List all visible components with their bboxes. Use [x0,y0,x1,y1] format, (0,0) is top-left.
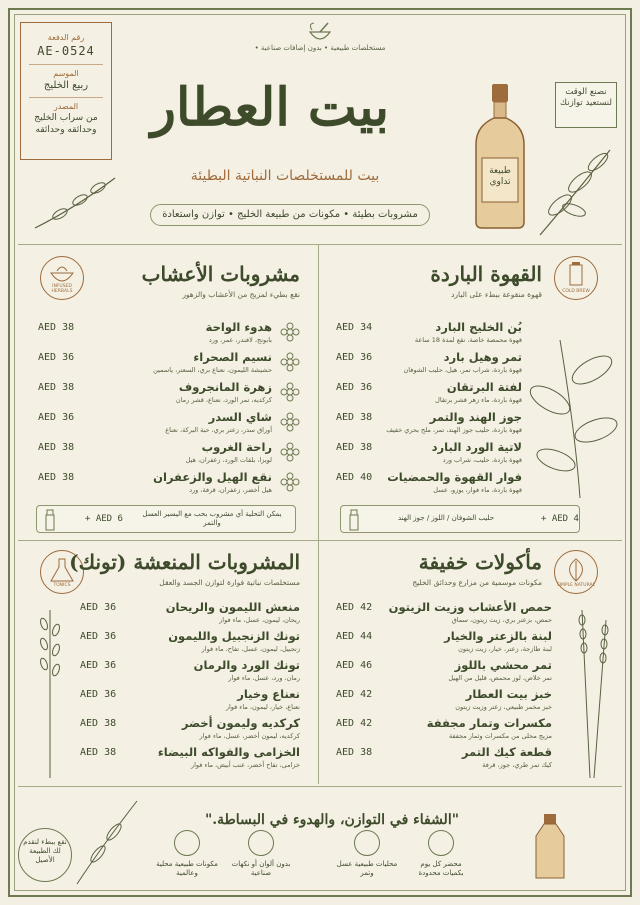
item-price: AED 36 [38,352,75,363]
item-name: خبز بيت العطار [465,687,552,701]
item-name: تمر محشي باللوز [454,658,552,672]
item-description: قهوة باردة، حليب جوز الهند، تمر، ملح بحري خفيف [386,426,522,434]
divider-middle [18,540,622,541]
item-name: هدوء الواحة [205,320,272,334]
tonics-section-title: المشروبات المنعشة (تونك) [69,550,300,574]
brand-tagline: مشروبات بطيئة • مكونات من طبيعة الخليج • توازن واستعادة [150,204,430,226]
item-price: AED 38 [38,322,75,333]
item-price: AED 46 [336,660,373,671]
honey-icon [354,830,380,856]
wheat-illustration [20,600,80,780]
divider-bottom [18,786,622,787]
item-name: نسيم الصحراء [193,350,272,364]
item-description: قهوة باردة، حليب، شراب ورد [442,456,522,464]
menu-item [336,380,522,408]
item-name: نقع الهيل والزعفران [153,470,272,484]
feature-daily: محضر كل يوم بكميات محدودة [410,830,472,878]
item-name: زهرة المانجروف [178,380,272,394]
item-price: AED 34 [336,322,373,333]
item-description: بابونج، لافندر، عمر، ورد [208,336,272,344]
item-description: تمر خلاص، لوز محمص، قليل من الهيل [448,674,552,682]
item-name: نعناع وخيار [237,687,300,701]
menu-item [336,440,522,468]
honey-jar-icon [43,509,57,531]
item-name: تونك الزنجبيل والليمون [168,629,300,643]
leaf-branch-icon [530,140,620,240]
brand-title: بيت العطار [150,77,390,138]
season-label: الموسم [53,69,79,78]
item-name: لبنة بالزعتر والخيار [444,629,552,643]
menu-item [80,687,300,715]
item-description: هيل أخضر، زعفران، قرفة، ورد [189,486,272,494]
item-name: شاي السدر [208,410,272,424]
menu-item [336,658,552,686]
menu-item [336,470,522,498]
herbal-addon-box [36,505,296,533]
item-name: فوار القهوة والحمضيات [387,470,522,484]
cold-brew-badge: COLD BREW [554,256,598,300]
item-price: AED 38 [38,382,75,393]
item-description: حشيشة الليمون، نعناع بري، السعتر، ياسمين [153,366,272,374]
item-description: لبنة طازجة، زعتر، خيار، زيت زيتون [458,645,552,653]
item-price: AED 38 [80,747,117,758]
menu-item [336,350,522,378]
herbal-addon-price: + AED 6 [85,514,123,524]
item-description: قهوة باردة، ماء فوار، يوزو، عسل [433,486,522,494]
menu-item [336,629,552,657]
slow-infusion-note: نقع ببطء لنقدم لك الطبيعة الأصيل [18,828,72,882]
flower-icon [280,442,300,462]
lavender-illustration [560,600,620,780]
menu-item [38,410,300,438]
item-description: نعناع، خيار، ليمون، ماء فوار [225,703,300,711]
herbal-addon-text: يمكن التحلية أي مشروب بحب مع اليسير العسل والتمر [142,510,282,528]
coffee-section-title: القهوة الباردة [430,262,542,286]
flower-icon [280,412,300,432]
menu-item [80,600,300,628]
plant-illustration [520,330,620,500]
herb-sprig-icon [30,168,120,238]
source-label: المصدر [53,102,79,111]
feature-natural-sweeteners: محليات طبيعية عسل وتمر [336,830,398,878]
leaf-icon [248,830,274,856]
item-description: مزيج محلى من مكسرات وثمار مجففة [448,732,552,740]
item-description: قهوة باردة، شراب تمر، هيل، حليب الشوفان [403,366,522,374]
bottle-label: طبيعة تداوي [489,166,511,187]
milk-bottle-icon [347,509,361,531]
item-name: راحة الغروب [201,440,272,454]
bites-section-title: مأكولات خفيفة [418,550,542,574]
item-description: زنجبيل، ليمون، عسل، تفاح، ماء فوار [201,645,300,653]
menu-item [336,410,522,438]
item-description: كيك تمر طري، جوز، قرفة [482,761,552,769]
item-name: لاتية الورد البارد [431,440,522,454]
bottle-illustration [470,82,530,232]
item-description: خزامى، تفاح أخضر، عنب أبيض، ماء فوار [190,761,300,769]
menu-item [38,380,300,408]
herbals-badge: INFUSED HERBALS [40,256,84,300]
herbal-section-subtitle: نقع بطيء لمزيج من الأعشاب والزهور [182,290,300,299]
item-description: قهوة محمصة خاصة، نقع لمدة 18 ساعة [414,336,522,344]
item-name: كركديه وليمون أخضر [181,716,300,730]
item-name: الخزامى والفواكه البيضاء [157,745,300,759]
item-description: لويزا، بلقات الورد، زعفران، هيل [185,456,272,464]
mortar-icon [306,22,334,44]
batch-code: AE-0524 [37,44,95,58]
menu-item [336,687,552,715]
item-price: AED 44 [336,631,373,642]
item-price: AED 38 [336,442,373,453]
menu-item [336,320,522,348]
divider-center [318,244,319,784]
item-name: حمص الأعشاب وزيت الزيتون [388,600,552,614]
coffee-addon-text: حليب الشوفان / اللوز / جوز الهند [397,514,495,522]
item-price: AED 36 [80,602,117,613]
tonics-section-subtitle: مستخلصات نباتية فوارة لتوازن الجسد والعقل [159,578,300,587]
menu-item [80,629,300,657]
item-price: AED 36 [38,412,75,423]
menu-item [38,470,300,498]
item-name: مكسرات وتمار مجففة [426,716,552,730]
item-description: كركديه، تمر الورد، نعناع، قشر رمان [175,396,272,404]
tonics-badge: TONICS [40,550,84,594]
menu-item [38,350,300,378]
menu-item [80,745,300,773]
bites-section-subtitle: مكونات موسمية من مزارع وحدائق الخليج [412,578,542,587]
item-price: AED 38 [336,747,373,758]
item-price: AED 42 [336,718,373,729]
item-price: AED 38 [80,718,117,729]
menu-item [38,440,300,468]
item-description: رمان، ورد، عسل، ماء فوار [228,674,300,682]
brand-subtitle: بيت للمستخلصات النباتية البطيئة [190,168,380,184]
item-description: خبز مخمر طبيعي، زعتر وزيت زيتون [455,703,552,711]
item-name: منعش الليمون والريحان [165,600,300,614]
item-price: AED 36 [80,689,117,700]
menu-item [336,716,552,744]
item-description: قهوة باردة، ماء زهر قشر برتقال [435,396,522,404]
item-price: AED 36 [80,660,117,671]
item-name: جوز الهند والتمر [429,410,522,424]
item-price: AED 38 [38,442,75,453]
item-description: ريحان، ليمون، عسل، ماء فوار [219,616,300,624]
flower-icon [280,382,300,402]
season-value: ربيع الخليج [43,80,89,91]
item-price: AED 42 [336,689,373,700]
coffee-addon-price: + AED 4 [541,514,579,524]
menu-item [38,320,300,348]
item-name: بُن الخليج البارد [435,320,522,334]
feature-natural-ingredients: مكونات طبيعية محلية وعالمية [156,830,218,878]
item-price: AED 38 [336,412,373,423]
flask-icon [174,830,200,856]
mortar-icon [428,830,454,856]
item-name: تمر وهيل بارد [443,350,522,364]
item-price: AED 36 [336,352,373,363]
tincture-bottle-icon [530,812,570,882]
leaf-icon [555,555,597,585]
source-value: من سراب الخليج وحدائقه وحدائقه [34,113,98,135]
coffee-section-subtitle: قهوة منقوعة ببطء على البارد [451,290,542,299]
slogan-note: نصنع الوقت لنستعيد توازنك [555,82,617,128]
divider-top [18,244,622,245]
item-price: AED 36 [336,382,373,393]
batch-info-box [20,22,112,160]
item-price: AED 42 [336,602,373,613]
item-description: حمص، بزعتر بري، زيت زيتون، سماق [451,616,552,624]
item-name: لفتة البرتقان [446,380,522,394]
footer-quote: "الشفاء في التوازن، والهدوء في البساطة." [204,812,460,828]
item-description: أوراق سدر، زعتر بري، حبة البركة، نعناع [165,426,272,434]
herb-branch-icon [72,796,142,886]
item-description: كركديه، ليمون أخضر، عسل، ماء فوار [199,732,300,740]
menu-item [336,745,552,773]
herbal-section-title: مشروبات الأعشاب [141,262,300,286]
menu-item [80,658,300,686]
flower-icon [280,472,300,492]
coffee-jar-icon [555,261,597,291]
menu-item [336,600,552,628]
item-price: AED 38 [38,472,75,483]
item-price: AED 40 [336,472,373,483]
bites-badge: SIMPLE NATURAL [554,550,598,594]
item-price: AED 36 [80,631,117,642]
batch-label: رقم الدفعة [47,33,85,42]
coffee-addon-box [340,505,580,533]
menu-item [80,716,300,744]
item-name: قطعة كيك التمر [461,745,552,759]
top-tags: مستخلصات طبيعية • بدون إضافات صناعية • [254,44,386,52]
feature-no-artificial: بدون ألوان أو نكهات صناعية [230,830,292,878]
flower-icon [280,352,300,372]
item-name: تونك الورد والرمان [193,658,300,672]
flower-icon [280,322,300,342]
